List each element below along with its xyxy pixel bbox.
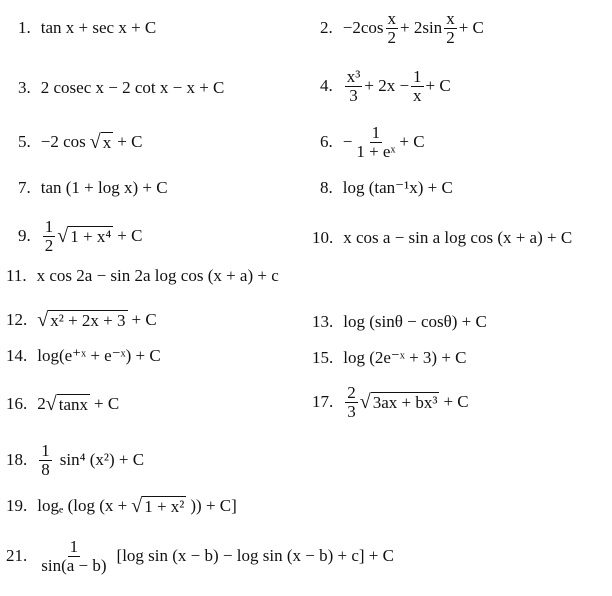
radicand: 1 + x⁴ (70, 226, 112, 246)
answer-item-2 (320, 8, 484, 48)
expression-post: [log sin (x − b) − log sin (x − b) + c] + C (116, 546, 394, 565)
square-root (360, 392, 440, 413)
expression-pre: −2 cos (40, 132, 86, 151)
square-root (46, 394, 90, 415)
answer-item-9 (18, 216, 142, 256)
radicand: x (102, 132, 112, 152)
radical-sign: √ (89, 131, 101, 154)
denominator: sin(a − b) (41, 555, 107, 575)
fraction (345, 68, 363, 105)
answer-item-14 (6, 336, 161, 376)
answer-item-4 (320, 66, 451, 106)
item-number: 1. (18, 18, 31, 37)
radical-sign: √ (37, 309, 49, 332)
radical-sign: √ (359, 391, 371, 414)
answer-item-7 (18, 168, 168, 208)
expression-post: + C (117, 132, 143, 151)
answer-item-16 (6, 384, 119, 424)
expression-post: + C (94, 394, 120, 413)
radicand: x² + 2x + 3 (50, 310, 126, 330)
fraction (411, 68, 424, 105)
item-number: 11. (6, 266, 27, 285)
denominator: 2 (446, 27, 455, 47)
item-number: 15. (312, 348, 334, 367)
radicand: 3ax + bx³ (372, 392, 438, 412)
item-number: 17. (312, 392, 334, 411)
answer-item-12 (6, 300, 157, 340)
square-root (90, 132, 113, 153)
denominator: 8 (41, 459, 50, 479)
item-number: 3. (18, 78, 31, 97)
answer-item-17 (312, 382, 469, 422)
expression-pre: −2cos (342, 18, 384, 37)
item-number: 13. (312, 312, 334, 331)
numerator: 1 (69, 536, 79, 556)
expression: 2 cosec x − 2 cot x − x + C (40, 78, 225, 97)
item-number: 19. (6, 496, 28, 515)
radical-sign: √ (131, 495, 143, 518)
item-number: 12. (6, 310, 28, 329)
expression-post: + C (117, 226, 143, 245)
expression: tan x + sec x + C (40, 18, 157, 37)
item-number: 21. (6, 546, 28, 565)
expression: log (tan⁻¹x) + C (342, 178, 453, 197)
denominator: 3 (349, 85, 358, 105)
fraction (39, 442, 52, 479)
expression-pre: − (342, 132, 353, 151)
answer-item-6 (320, 122, 425, 162)
denominator: 2 (387, 27, 396, 47)
denominator: x (413, 85, 422, 105)
numerator: x³ (346, 66, 361, 86)
numerator: 1 (371, 122, 381, 142)
item-number: 9. (18, 226, 31, 245)
answer-item-1 (18, 8, 156, 48)
radical-sign: √ (57, 225, 69, 248)
numerator: 1 (44, 216, 54, 236)
item-number: 7. (18, 178, 31, 197)
radical-sign: √ (45, 393, 57, 416)
expression-post: + C (399, 132, 425, 151)
item-number: 2. (320, 18, 333, 37)
expression-mid: + 2sin (400, 18, 443, 37)
expression-pre: logₑ (log (x + (37, 496, 128, 515)
item-number: 4. (320, 76, 333, 95)
answer-item-11 (6, 256, 279, 296)
item-number: 5. (18, 132, 31, 151)
denominator: 2 (44, 235, 54, 255)
expression-post: + C (425, 76, 451, 95)
expression: log(e⁺ˣ + e⁻ˣ) + C (37, 346, 161, 365)
numerator: x (387, 8, 396, 28)
expression-post: sin⁴ (x²) + C (59, 450, 145, 469)
numerator: 1 (41, 440, 50, 460)
fraction (39, 538, 108, 575)
square-root (131, 496, 186, 517)
answer-item-10 (312, 218, 572, 258)
fraction (444, 10, 457, 47)
answer-item-21 (6, 536, 394, 576)
expression: log (2e⁻ˣ + 3) + C (343, 348, 467, 367)
answer-item-15 (312, 338, 467, 378)
square-root (57, 226, 113, 247)
denominator: 1 + eˣ (356, 141, 396, 161)
numerator: 2 (347, 382, 356, 402)
answer-item-18 (6, 440, 144, 480)
expression: x cos a − sin a log cos (x + a) + C (343, 228, 573, 247)
expression: tan (1 + log x) + C (40, 178, 168, 197)
item-number: 16. (6, 394, 28, 413)
expression-post: )) + C] (190, 496, 237, 515)
expression: log (sinθ − cosθ) + C (343, 312, 487, 331)
answer-item-3 (18, 68, 224, 108)
expression-post: + C (458, 18, 484, 37)
item-number: 14. (6, 346, 28, 365)
fraction (354, 124, 397, 161)
expression-mid: + 2x − (364, 76, 410, 95)
radicand: tanx (58, 394, 89, 414)
expression-post: + C (443, 392, 469, 411)
numerator: 1 (413, 66, 422, 86)
expression-pre: 2 (37, 394, 46, 413)
numerator: x (446, 8, 455, 28)
answer-item-13 (312, 302, 487, 342)
fraction (386, 10, 399, 47)
item-number: 6. (320, 132, 333, 151)
answer-item-5 (18, 122, 142, 162)
square-root (37, 310, 127, 331)
fraction (345, 384, 358, 421)
denominator: 3 (347, 401, 356, 421)
expression: x cos 2a − sin 2a log cos (x + a) + c (36, 266, 279, 285)
answer-item-19 (6, 486, 237, 526)
item-number: 8. (320, 178, 333, 197)
item-number: 10. (312, 228, 334, 247)
item-number: 18. (6, 450, 28, 469)
expression-post: + C (131, 310, 157, 329)
radicand: 1 + x² (144, 496, 185, 516)
answer-item-8 (320, 168, 453, 208)
fraction (43, 218, 56, 255)
